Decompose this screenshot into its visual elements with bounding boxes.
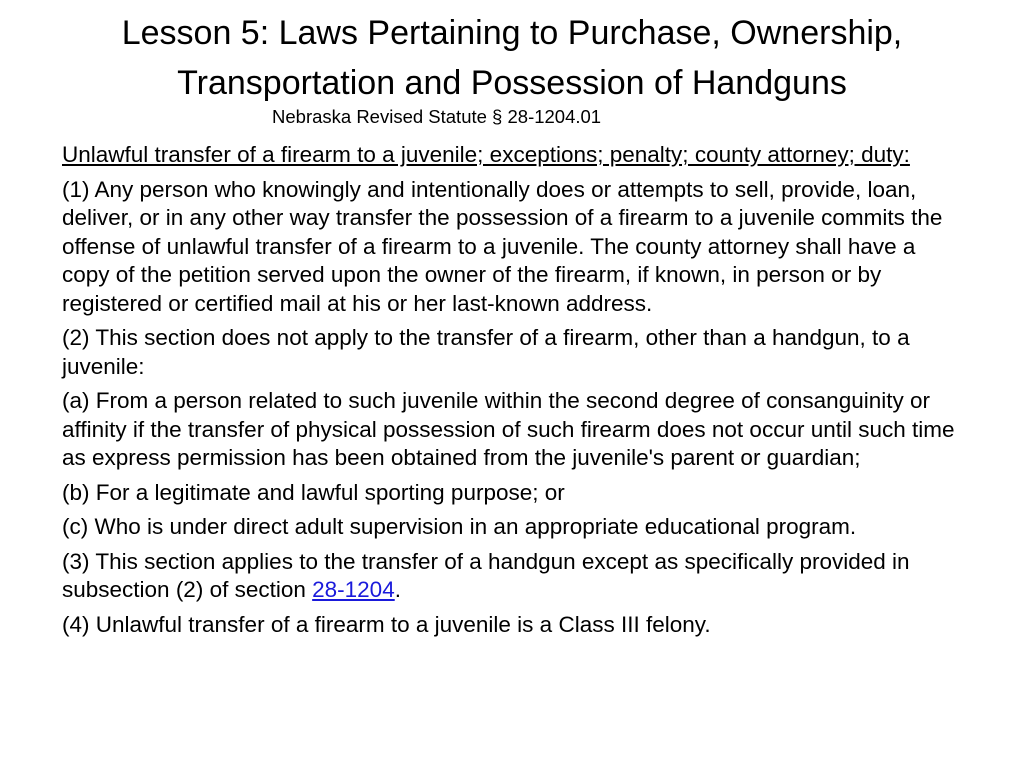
slide-title: Lesson 5: Laws Pertaining to Purchase, Ownership, Transportation and Possession of Handguns xyxy=(121,14,903,102)
paragraph-2c: (c) Who is under direct adult supervision in an appropriate educational program. xyxy=(62,514,857,539)
statute-heading: Unlawful transfer of a firearm to a juvenile; exceptions; penalty; county attorney; duty: xyxy=(62,142,910,167)
paragraph-2a: (a) From a person related to such juvenile within the second degree of consanguinity or affinity if the transfer of physical possession of such firearm does not occur until such time as express permission has been obtained from the juvenile's parent or guardian; xyxy=(62,388,955,470)
paragraph-4: (4) Unlawful transfer of a firearm to a juvenile is a Class III felony. xyxy=(62,611,711,637)
paragraph-1: (1) Any person who knowingly and intentionally does or attempts to sell, provide, loan, deliver, or in any other way transfer the possession of a firearm to a juvenile commits the offense of unlawful transfer of a firearm to a juvenile. The county attorney shall have a copy of the petition served upon the owner of the firearm, if known, in person or by registered or certified mail at his or her last-known address. xyxy=(62,176,943,316)
paragraph-3-text: (3) This section applies to the transfer of a handgun except as specifically provided in subsection (2) of section xyxy=(62,548,910,602)
paragraph-2: (2) This section does not apply to the transfer of a firearm, other than a handgun, to a juvenile: xyxy=(62,325,910,379)
slide-body xyxy=(62,141,962,645)
statute-subtitle: Nebraska Revised Statute § 28-1204.01 xyxy=(272,106,602,127)
statute-28-1204-link[interactable]: 28-1204 xyxy=(312,577,395,602)
paragraph-2b: (b) For a legitimate and lawful sporting purpose; or xyxy=(62,479,565,505)
paragraph-3-end: . xyxy=(394,577,401,602)
paragraph-3 xyxy=(62,548,962,605)
